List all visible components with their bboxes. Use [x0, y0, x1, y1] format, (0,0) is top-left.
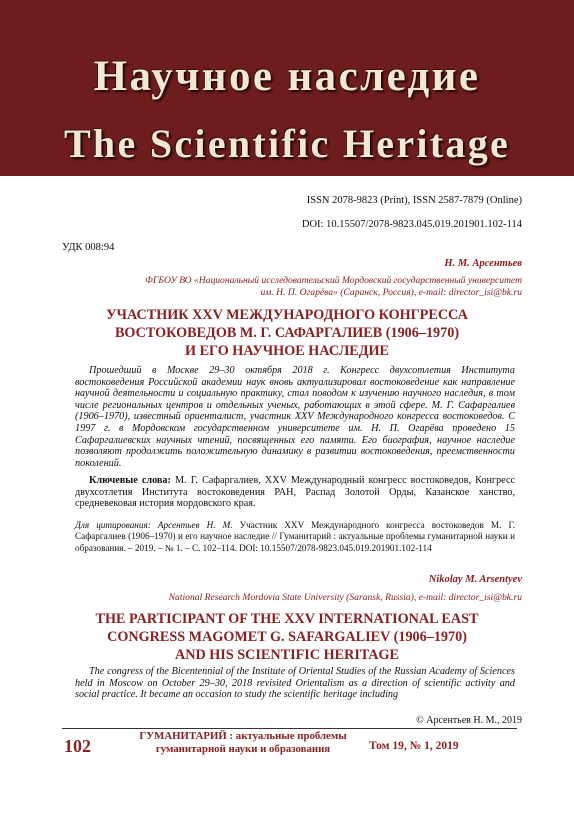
page-number: 102: [64, 736, 91, 756]
journal-title-ru: Научное наследие: [93, 53, 481, 100]
affiliation-ru-line-1: ФГБОУ ВО «Национальный исследовательский Мордовский государственный университет: [145, 275, 522, 286]
footer-volume: Том 19, № 1, 2019: [369, 740, 459, 752]
author-en: Nikolay M. Arsentyev: [428, 574, 522, 585]
title-ru-line-3: И ЕГО НАУЧНОЕ НАСЛЕДИЕ: [185, 343, 389, 359]
copyright: © Арсентьев Н. М., 2019: [416, 715, 522, 726]
title-ru-line-2: ВОСТОКОВЕДОВ М. Г. САФАРГАЛИЕВ (1906–1970): [114, 325, 460, 341]
keywords-label: Ключевые слова:: [89, 475, 171, 486]
title-ru-line-1: УЧАСТНИК XXV МЕЖДУНАРОДНОГО КОНГРЕССА: [106, 307, 468, 323]
keywords-text: М. Г. Сафаргалиев, XXV Международный конгресс востоковедов, Конгресс двухсотлетия Института востоковедения РАН, Распад Золотой Орды, Казанское ханство, средневековая история мордовского края.: [75, 475, 516, 510]
issn-line: ISSN 2078-9823 (Print), ISSN 2587-7879 (Online): [306, 195, 522, 206]
affiliation-ru-line-2: им. Н. П. Огарёва» (Саранск, Россия), e-mail: director_isi@bk.ru: [260, 287, 522, 298]
abstract-ru-text: Прошедший в Москве 29–30 октября 2018 г. Конгресс двухсотлетия Института востоковедения Российской академии наук вновь актуализировал востоковедение как направление научной деятельности и социальную практику, стал поводом к изучению научного наследия, в том числе региональных центров и отдельных ученых, работающих в этой сфере. М. Г. Сафаргалиев (1906–1970), известный ориенталист, участник XXV Международного конгресса востоковедов. С 1997 г. в Мордовском государственном университете им. Н. П. Огарёва проведено 15 Сафаргалиевских научных чтений, посвященных его памяти. Его биография, научное наследие позволяют продолжить положительную динамику в развитии востоковедения, преемственности поколений.: [75, 365, 515, 469]
title-en-line-3: AND HIS SCIENTIFIC HERITAGE: [174, 647, 400, 663]
footer-journal-name: [120, 730, 366, 756]
citation-block: [75, 520, 515, 554]
footer-rule: [62, 728, 517, 729]
article-title-ru: [60, 306, 514, 360]
abstract-ru: [75, 365, 515, 469]
affiliation-en: National Research Mordovia State University (Saransk, Russia), e-mail: director_isi@bk.ru: [168, 592, 522, 603]
doi-line: DOI: 10.15507/2078-9823.045.019.201901.102-114: [301, 219, 522, 230]
title-en-line-1: THE PARTICIPANT OF THE XXV INTERNATIONAL EAST: [95, 611, 479, 627]
article-title-en: [60, 610, 514, 664]
title-en-line-2: CONGRESS MAGOMET G. SAFARGALIEV (1906–1970): [107, 629, 467, 645]
footer-journal-line-2: гуманитарной науки и образования: [155, 743, 331, 755]
citation-text: Участник XXV Международного конгресса востоковедов М. Г. Сафаргалиев (1906–1970) и его научное наследие // Гуманитарий : актуальные проблемы гуманитарной науки и образования. – 2019. – № 1. – С. 102–114. DOI: 10.15507/2078-9823.045.019.201901.102-114: [75, 520, 516, 553]
journal-banner: [0, 0, 574, 176]
footer-journal-line-1: ГУМАНИТАРИЙ : актуальные проблемы: [139, 730, 347, 742]
udc-code: УДК 008:94: [62, 242, 115, 253]
citation-label: Для цитирования: Арсентьев Н. М.: [75, 520, 233, 530]
keywords-ru: [75, 475, 515, 510]
author-ru: Н. М. Арсентьев: [444, 258, 522, 269]
abstract-en-text: The congress of the Bicentennial of the Institute of Oriental Studies of the Russian Academy of Sciences held in Moscow on October 29–30, 2018 revisited Orientalism as a direction of scientific activity and social practice. It became an occasion to study the scientific heritage including: [75, 666, 515, 701]
journal-title-en: The Scientific Heritage: [63, 121, 511, 166]
abstract-en: [75, 666, 515, 701]
